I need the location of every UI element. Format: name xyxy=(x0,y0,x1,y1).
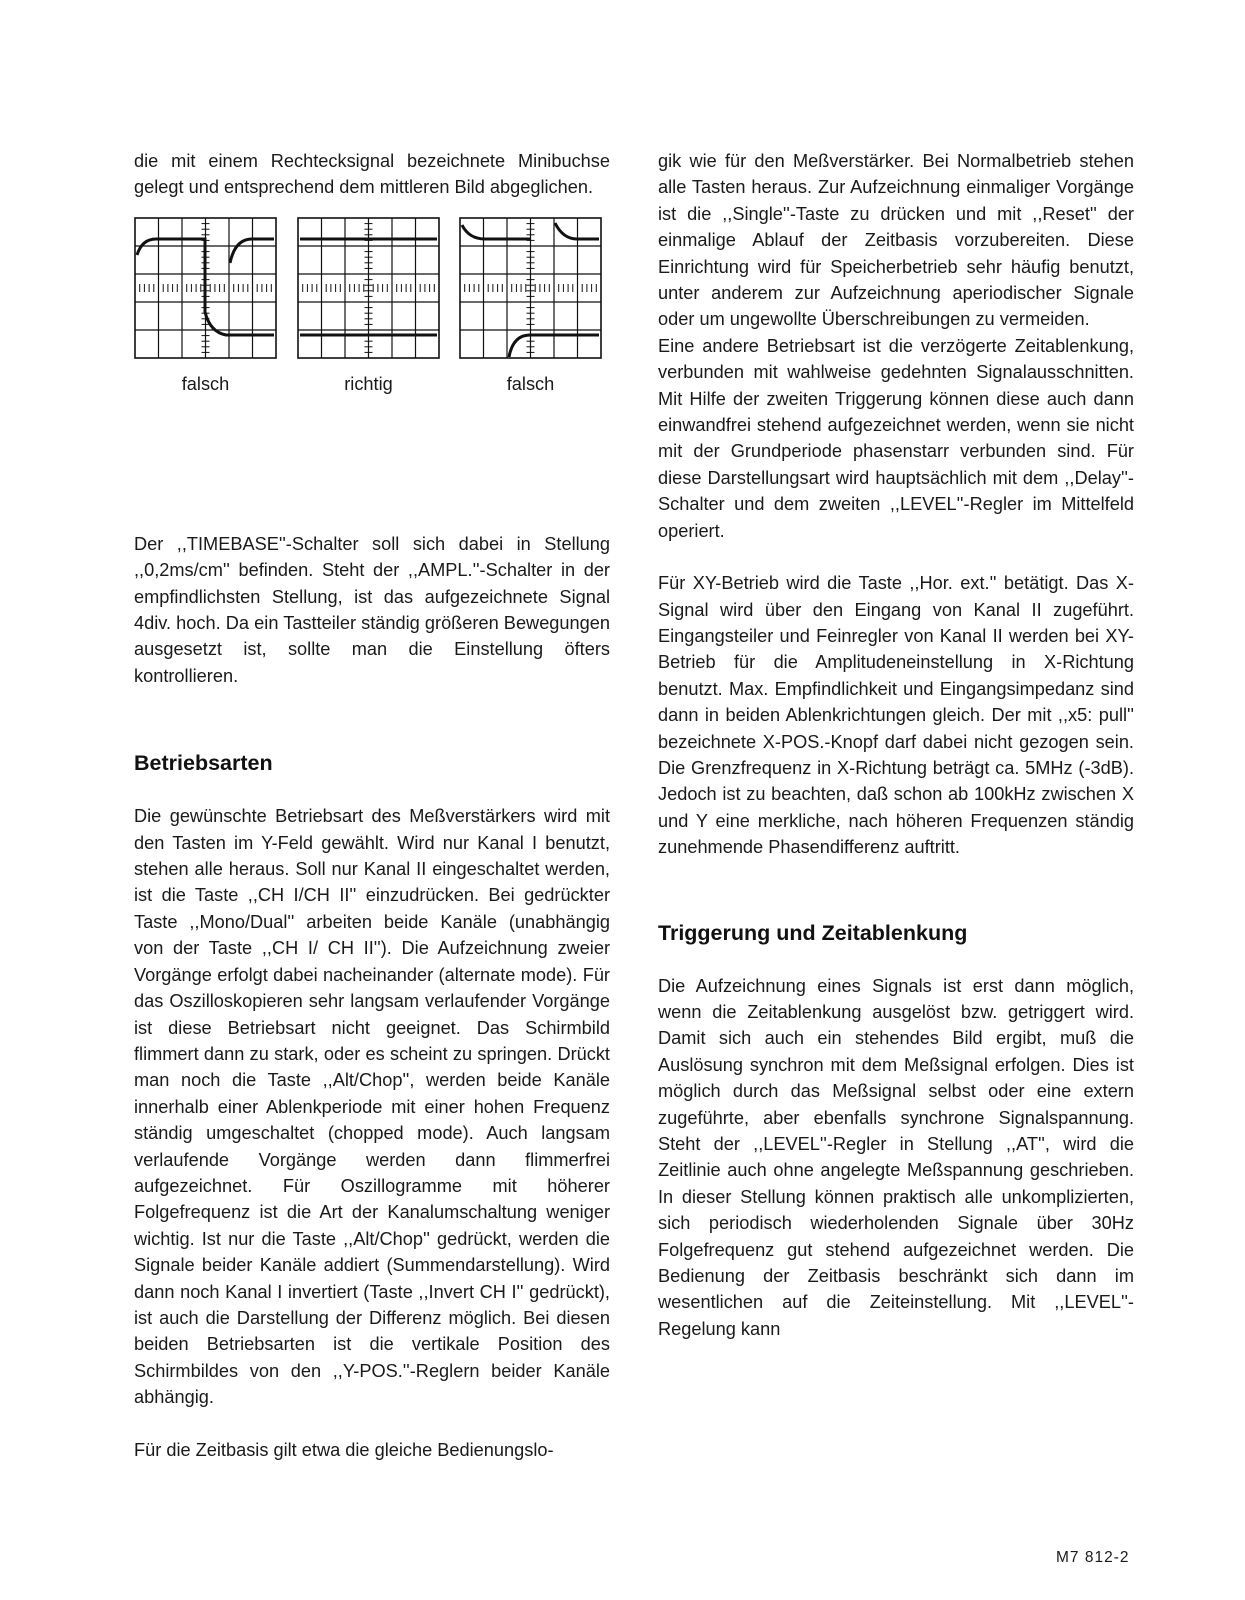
scope-graticule-2 xyxy=(297,217,440,359)
xy-paragraph: Für XY-Betrieb wird die Taste ,,Hor. ext.'' betätigt. Das X-Signal wird über den Eingang von Kanal II zugeführt. Eingangsteiler und Feinregler von Kanal II werden bei XY-Betrieb für die Amplitudeneinstellung in X-Richtung benutzt. Max. Empfindlichkeit und Eingangsimpedanz sind dann in beiden Ablenkrichtungen gleich. Der mit ,,x5: pull'' bezeichnete X-POS.-Knopf darf dabei nicht gezogen sein. Die Grenzfrequenz in X-Richtung beträgt ca. 5MHz (-3dB). Jedoch ist zu beachten, daß schon ab 100kHz zwischen X und Y eine merkliche, nach höheren Frequenzen ständig zunehmende Phasendifferenz auftritt. xyxy=(658,573,1134,858)
zeitbasis-paragraph-cont: gik wie für den Meßverstärker. Bei Normalbetrieb stehen alle Tasten heraus. Zur Aufzeichnung einmaliger Vorgänge ist die ,,Single''-Taste zu drücken und mit ,,Reset'' der einmalige Ablauf der Zeitbasis vorzubereiten. Diese Einrichtung wird für Speicherbetrieb sehr häufig benutzt, unter anderem zur Aufzeichnung aperiodischer Signale oder um ungewollte Überschreibungen zu vermeiden. xyxy=(658,151,1134,330)
oscillogram-wrong-undershoot xyxy=(459,217,602,359)
scope-graticule-1 xyxy=(134,217,277,359)
delay-paragraph: Eine andere Betriebsart ist die verzögerte Zeitablenkung, verbunden mit wahlweise gedehnten Signalausschnitten. Mit Hilfe der zweiten Triggerung können diese auch dann einwandfrei stehend aufgezeichnet werden, wenn sie nicht mit der Grundperiode phasenstarr verbunden sind. Für diese Darstellungsart wird hauptsächlich mit dem ,,Delay''-Schalter und dem zweiten ,,LEVEL''-Regler im Mittelfeld operiert. xyxy=(658,335,1134,541)
figure-caption-2: richtig xyxy=(344,373,393,394)
page-number: M7 812-2 xyxy=(1056,1549,1130,1566)
intro-paragraph: die mit einem Rechtecksignal bezeichnete Minibuchse gelegt und entsprechend dem mittleren Bild abgeglichen. xyxy=(134,151,610,198)
betriebsarten-paragraph: Die gewünschte Betriebsart des Meßverstärkers wird mit den Tasten im Y-Feld gewählt. Wird nur Kanal I benutzt, stehen alle heraus. Soll nur Kanal II eingeschaltet werden, ist die Taste ,,CH I/CH II'' einzudrücken. Bei gedrückter Taste ,,Mono/Dual'' arbeiten beide Kanäle (unabhängig von der Taste ,,CH I/ CH II''). Die Aufzeichnung zweier Vorgänge erfolgt dabei nacheinander (alternate mode). Für das Oszilloskopieren sehr langsam verlaufender Vorgänge ist diese Betriebsart nicht geeignet. Das Schirmbild flimmert dann zu stark, oder es scheint zu springen. Drückt man noch die Taste ,,Alt/Chop'', werden beide Kanäle innerhalb einer Ablenkperiode mit einer hohen Frequenz ständig umgeschaltet (chopped mode). Auch langsam verlaufende Vorgänge werden dann flimmerfrei aufgezeichnet. Für Oszillogramme mit höherer Folgefrequenz ist die Art der Kanalumschaltung weniger wichtig. Ist nur die Taste ,,Alt/Chop'' gedrückt, werden die Signale beider Kanäle addiert (Summendarstellung). Wird dann noch Kanal I invertiert (Taste ,,Invert CH I'' gedrückt), ist auch die Darstellung der Differenz möglich. Bei diesen beiden Betriebsarten ist die vertikale Position des Schirmbildes von den ,,Y-POS.''-Reglern beider Kanäle abhängig. xyxy=(134,806,610,1408)
oscillogram-figures xyxy=(134,217,610,517)
oscillogram-correct xyxy=(297,217,440,359)
heading-triggerung: Triggerung und Zeitablenkung xyxy=(658,920,968,945)
figure-caption-1: falsch xyxy=(181,373,230,394)
zeitbasis-paragraph-start: Für die Zeitbasis gilt etwa die gleiche Bedienungslo- xyxy=(134,1439,554,1460)
scope-graticule-3 xyxy=(459,217,602,359)
oscillogram-wrong-overshoot xyxy=(134,217,277,359)
timebase-paragraph: Der ,,TIMEBASE''-Schalter soll sich dabei in Stellung ,,0,2ms/cm'' befinden. Steht der ,,AMPL.''-Schalter in der empfindlichsten Stellung, ist das aufgezeichnete Signal 4div. hoch. Da ein Tastteiler ständig größeren Bewegungen ausgesetzt ist, sollte man die Einstellung öfters kontrollieren. xyxy=(134,533,610,686)
left-column xyxy=(134,148,610,1463)
heading-betriebsarten: Betriebsarten xyxy=(134,751,273,776)
triggerung-paragraph: Die Aufzeichnung eines Signals ist erst dann möglich, wenn die Zeitablenkung ausgelöst bzw. getriggert wird. Damit sich auch ein stehendes Bild ergibt, muß die Auslösung synchron mit dem Meßsignal erfolgen. Dies ist möglich durch das Meßsignal selbst oder eine extern zugeführte, aber ebenfalls synchrone Signalspannung. Steht der ,,LEVEL''-Regler in Stellung ,,AT'', wird die Zeitlinie auch ohne angelegte Meßspannung geschrieben. In dieser Stellung können praktisch alle unkomplizierten, sich periodisch wiederholenden Signale über 30Hz Folgefrequenz gut stehend aufgezeichnet werden. Die Bedienung der Zeitbasis beschränkt sich dann im wesentlichen auf die Zeiteinstellung. Mit ,,LEVEL''-Regelung kann xyxy=(658,975,1134,1339)
figure-caption-3: falsch xyxy=(506,373,555,394)
right-column xyxy=(658,148,1134,1342)
